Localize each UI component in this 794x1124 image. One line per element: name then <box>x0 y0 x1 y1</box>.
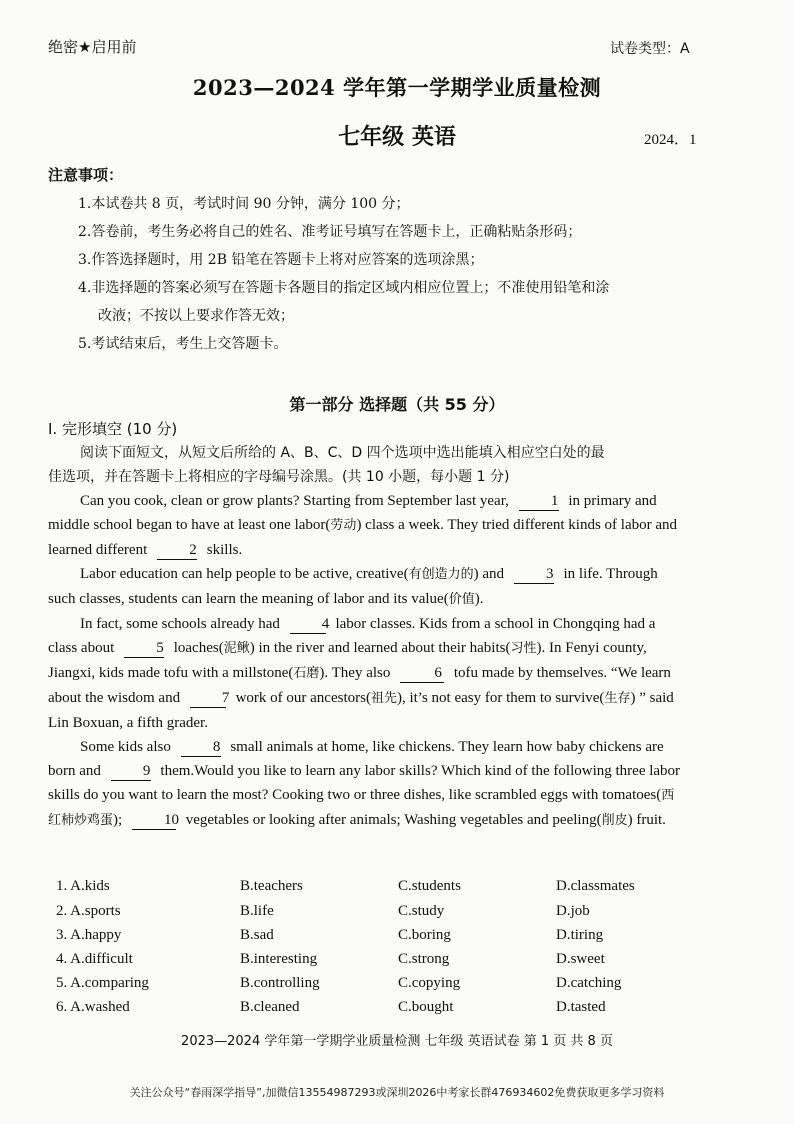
notice-item: 3.作答选择题时，用 2B 铅笔在答题卡上将对应答案的选项涂黑； <box>78 252 484 268</box>
blank-8: 8 <box>181 740 221 757</box>
part-title: 第一部分 选择题（共 55 分） <box>289 395 505 414</box>
exam-date: 2024．1 <box>644 132 697 148</box>
option-d: D.classmates <box>556 878 635 894</box>
option-a: 1. A.kids <box>56 878 110 894</box>
option-c: C.strong <box>398 951 450 967</box>
blank-9: 9 <box>111 764 151 781</box>
blank-4: 4 <box>290 617 326 634</box>
passage <box>48 489 684 833</box>
option-a: 6. A.washed <box>56 999 130 1015</box>
option-d: D.job <box>556 903 590 919</box>
blank-3: 3 <box>514 567 554 584</box>
option-d: D.tiring <box>556 927 604 943</box>
passage-paragraph: In fact, some schools already had 4 labor classes. Kids from a school in Chongqing had a class about 5 loaches(泥鳅) in the river and learned about their habits(习性). In Fenyi county, Jiangxi, kids made tofu with a millstone(石磨). They also 6 tofu made by themselves. “We learn about the wisdom and 7 work of our ancestors(祖先), it’s not easy for them to survive(生存) ” said Lin Boxuan, a fifth grader. <box>48 616 674 731</box>
notice-item: 4.非选择题的答案必须写在答题卡各题目的指定区域内相应位置上；不准使用铅笔和涂 <box>78 280 610 296</box>
option-d: D.sweet <box>556 951 605 967</box>
option-b: B.teachers <box>240 878 303 894</box>
option-c: C.students <box>398 878 461 894</box>
notice-item: 5.考试结束后，考生上交答题卡。 <box>78 336 288 352</box>
notice-heading: 注意事项： <box>48 166 124 184</box>
page-footer: 2023—2024 学年第一学期学业质量检测 七年级 英语试卷 第 1 页 共 8 页 <box>181 1034 613 1049</box>
notice-item: 1.本试卷共 8 页，考试时间 90 分钟，满分 100 分； <box>78 196 410 212</box>
blank-2: 2 <box>157 543 197 560</box>
promo-footer: 关注公众号“春雨深学指导”,加微信13554987293或深圳2026中考家长群476934602免费获取更多学习资料 <box>129 1086 665 1099</box>
blank-5: 5 <box>124 641 164 658</box>
notice-item: 改液；不按以上要求作答无效； <box>98 308 294 324</box>
option-b: B.life <box>240 903 274 919</box>
cloze-instructions-line2: 佳选项，并在答题卡上将相应的字母编号涂黑。(共 10 小题，每小题 1 分) <box>48 469 510 485</box>
cloze-title: I. 完形填空 (10 分) <box>48 420 178 438</box>
passage-paragraph: Can you cook, clean or grow plants? Starting from September last year, 1 in primary and middle school began to have at least one labor(劳动) class a week. They tried different kinds of labor and learned different 2 skills. <box>48 493 678 558</box>
option-b: B.controlling <box>240 975 320 991</box>
option-a: 5. A.comparing <box>56 975 149 991</box>
option-c: C.boring <box>398 927 451 943</box>
passage-paragraph: Some kids also 8 small animals at home, like chickens. They learn how baby chickens are born and 9 them.Would you like to learn any labor skills? Which kind of the following three labor skills do you want to learn the most? Cooking two or three dishes, like scrambled eggs with tomatoes(西红柿炒鸡蛋); 10 vegetables or looking after animals; Washing vegetables and peeling(削皮) fruit. <box>48 739 681 828</box>
paper-type: 试卷类型：A <box>610 41 690 57</box>
passage-paragraph: Labor education can help people to be active, creative(有创造力的) and 3 in life. Through such classes, students can learn the meaning of labor and its value(价值). <box>48 566 658 607</box>
option-c: C.study <box>398 903 445 919</box>
option-c: C.copying <box>398 975 461 991</box>
cloze-instructions-line1: 阅读下面短文，从短文后所给的 A、B、C、D 四个选项中选出能填入相应空白处的最 <box>80 445 605 461</box>
notice-item: 2.答卷前，考生务必将自己的姓名、准考证号填写在答题卡上，正确粘贴条形码； <box>78 224 582 240</box>
page-title: 2023—2024 学年第一学期学业质量检测 <box>192 75 602 100</box>
option-a: 4. A.difficult <box>56 951 133 967</box>
blank-7: 7 <box>190 691 226 708</box>
notice-list <box>78 190 609 358</box>
blank-10: 10 <box>132 813 176 830</box>
option-c: C.bought <box>398 999 454 1015</box>
option-b: B.sad <box>240 927 274 943</box>
option-b: B.interesting <box>240 951 318 967</box>
blank-6: 6 <box>400 666 444 683</box>
option-a: 2. A.sports <box>56 903 121 919</box>
secret-label: 绝密★启用前 <box>48 38 137 56</box>
option-a: 3. A.happy <box>56 927 122 943</box>
option-d: D.catching <box>556 975 622 991</box>
blank-1: 1 <box>519 494 559 511</box>
page-subtitle: 七年级 英语 <box>338 124 456 150</box>
option-d: D.tasted <box>556 999 606 1015</box>
option-b: B.cleaned <box>240 999 300 1015</box>
